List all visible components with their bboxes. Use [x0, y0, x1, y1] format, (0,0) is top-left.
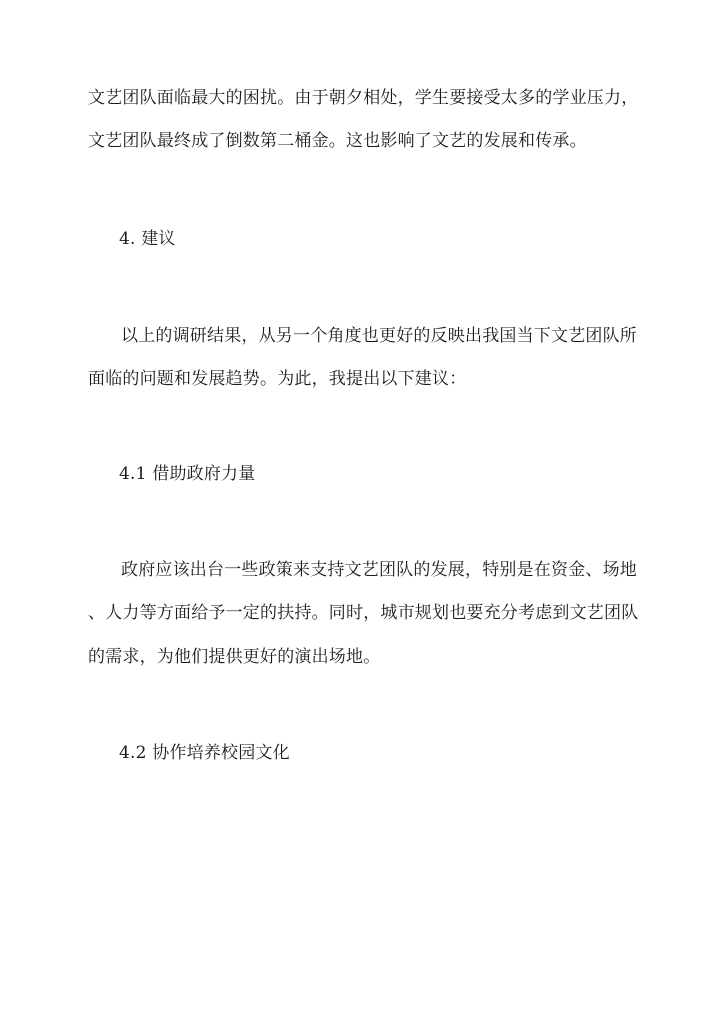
paragraph-line: 以上的调研结果，从另一个角度也更好的反映出我国当下文艺团队所 — [121, 326, 637, 346]
section-heading-4-2: 4.2 协作培养校园文化 — [119, 743, 290, 763]
paragraph-line: 文艺团队面临最大的困扰。由于朝夕相处，学生要接受太多的学业压力， — [88, 88, 639, 108]
section-heading-4-1: 4.1 借助政府力量 — [119, 464, 256, 484]
paragraph-line: 的需求，为他们提供更好的演出场地。 — [88, 647, 381, 667]
paragraph-line: 、人力等方面给予一定的扶持。同时，城市规划也要充分考虑到文艺团队 — [88, 603, 639, 623]
paragraph-line: 面临的问题和发展趋势。为此，我提出以下建议： — [88, 369, 467, 389]
paragraph-line: 政府应该出台一些政策来支持文艺团队的发展，特别是在资金、场地 — [121, 560, 637, 580]
paragraph-line: 文艺团队最终成了倒数第二桶金。这也影响了文艺的发展和传承。 — [88, 131, 587, 151]
section-heading-4: 4. 建议 — [119, 229, 176, 249]
